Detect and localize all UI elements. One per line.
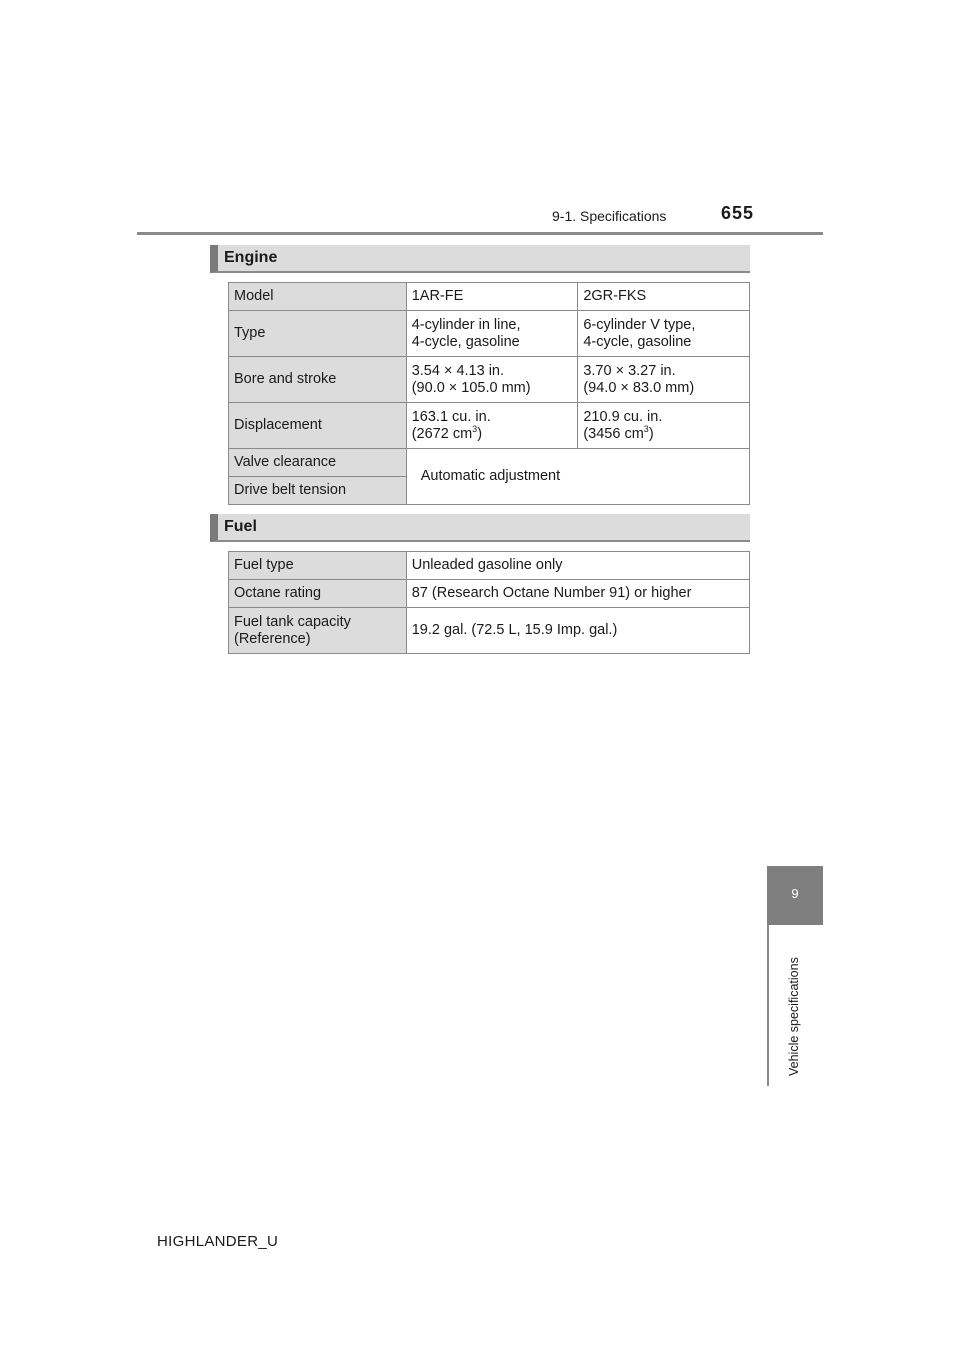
row-label: Octane rating <box>229 580 407 608</box>
cell: Unleaded gasoline only <box>406 552 749 580</box>
cell-line: 4-cycle, gasoline <box>411 333 520 350</box>
table-row <box>229 403 750 449</box>
cell <box>406 403 578 449</box>
fuel-table <box>228 551 750 654</box>
cell-close: ) <box>648 425 654 442</box>
cell <box>578 311 750 357</box>
merged-cell: Automatic adjustment <box>406 449 749 505</box>
label-line: Fuel tank capacity <box>234 613 351 630</box>
cell-line: 4-cylinder in line, <box>411 316 521 333</box>
table-row <box>229 449 750 477</box>
cell-line: 210.9 cu. in. <box>583 408 663 425</box>
label-line: (Reference) <box>234 630 311 647</box>
table-row <box>229 552 750 580</box>
header-rule <box>137 232 823 235</box>
cell-line: (3456 cm <box>583 425 644 442</box>
row-label: Model <box>229 283 407 311</box>
cell-line: 163.1 cu. in. <box>411 408 491 425</box>
superscript: 3 <box>472 423 478 434</box>
cell <box>578 357 750 403</box>
row-label: Valve clearance <box>229 449 407 477</box>
cell <box>406 311 578 357</box>
row-label: Bore and stroke <box>229 357 407 403</box>
footer-text: HIGHLANDER_U <box>157 1233 279 1250</box>
cell-line: (94.0 × 83.0 mm) <box>583 379 695 396</box>
cell-line: 3.54 × 4.13 in. <box>411 362 505 379</box>
cell: 19.2 gal. (72.5 L, 15.9 Imp. gal.) <box>406 608 749 654</box>
side-tab <box>767 866 823 925</box>
cell-line: (90.0 × 105.0 mm) <box>411 379 531 396</box>
side-tab-number: 9 <box>791 886 799 901</box>
side-tab-label: Vehicle specifications <box>787 957 801 1076</box>
cell-line: 4-cycle, gasoline <box>583 333 692 350</box>
cell-line: 3.70 × 3.27 in. <box>583 362 676 379</box>
superscript: 3 <box>643 423 649 434</box>
page-header-section: 9-1. Specifications <box>552 208 667 224</box>
section-title-fuel <box>210 514 750 542</box>
section-title-engine <box>210 245 750 273</box>
engine-table <box>228 282 750 505</box>
cell: 87 (Research Octane Number 91) or higher <box>406 580 749 608</box>
table-row <box>229 283 750 311</box>
row-label: Displacement <box>229 403 407 449</box>
cell <box>578 403 750 449</box>
table-row <box>229 608 750 654</box>
row-label <box>229 608 407 654</box>
cell: 1AR-FE <box>406 283 578 311</box>
cell: 2GR-FKS <box>578 283 750 311</box>
row-label: Drive belt tension <box>229 477 407 505</box>
table-row <box>229 580 750 608</box>
cell-line: 6-cylinder V type, <box>583 316 696 333</box>
section-title-text: Engine <box>224 249 278 266</box>
table-row <box>229 311 750 357</box>
cell-close: ) <box>477 425 483 442</box>
row-label: Fuel type <box>229 552 407 580</box>
cell-line: (2672 cm <box>411 425 473 442</box>
table-row <box>229 357 750 403</box>
row-label: Type <box>229 311 407 357</box>
cell <box>406 357 578 403</box>
page-number: 655 <box>721 203 755 223</box>
section-title-text: Fuel <box>224 518 257 535</box>
